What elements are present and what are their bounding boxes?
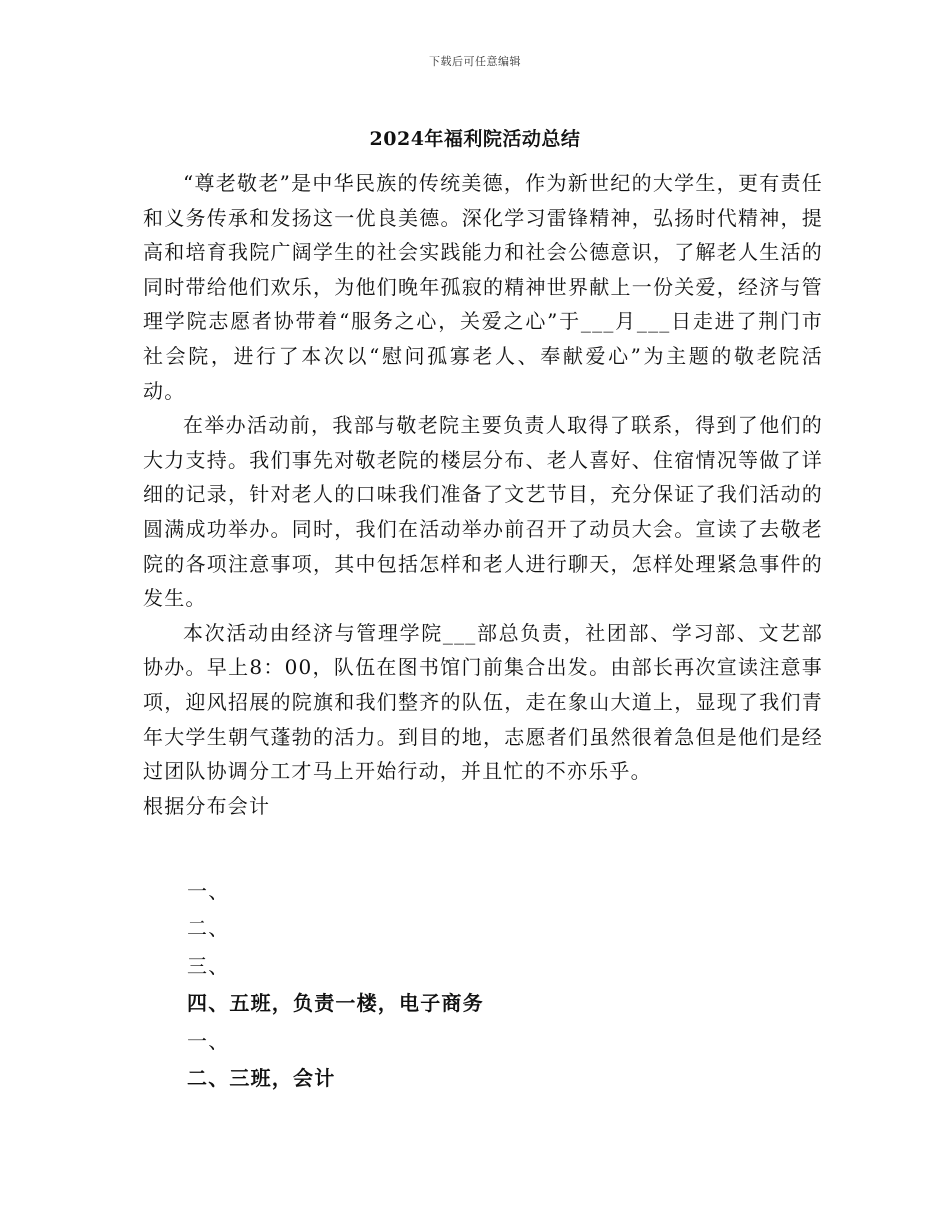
document-title: 2024年福利院活动总结 bbox=[369, 128, 581, 150]
header-note: 下载后可任意编辑 bbox=[429, 55, 521, 68]
list-item: 一、 bbox=[187, 1028, 230, 1053]
list-item: 一、 bbox=[187, 879, 230, 903]
assignment-list bbox=[187, 873, 807, 1097]
document-body bbox=[143, 166, 823, 823]
list-item: 三、 bbox=[187, 953, 230, 978]
paragraph-activity: 本次活动由经济与管理学院___部总负责，社团部、学习部、文艺部协办。早上8：00，队伍在图书馆门前集合出发。由部长再次宣读注意事项，迎风招展的院旗和我们整齐的队伍，走在象山大道上，显现了我们青年大学生朝气蓬勃的活力。到目的地，志愿者们虽然很着急但是他们是经过团队协调分工才马上开始行动，并且忙的不亦乐乎。 bbox=[143, 620, 823, 784]
list-item: 二、三班，会计 bbox=[187, 1065, 336, 1090]
paragraph-intro: “尊老敬老”是中华民族的传统美德，作为新世纪的大学生，更有责任和义务传承和发扬这一优良美德。深化学习雷锋精神，弘扬时代精神，提高和培育我院广阔学生的社会实践能力和社会公德意识，了解老人生活的同时带给他们欢乐，为他们晚年孤寂的精神世界献上一份关爱，经济与管理学院志愿者协带着“服务之心，关爱之心”于___月___日走进了荆门市社会院，进行了本次以“慰问孤寡老人、奉献爱心”为主题的敬老院活动。 bbox=[143, 171, 823, 403]
list-item: 二、 bbox=[187, 916, 230, 941]
list-item: 四、五班，负责一楼，电子商务 bbox=[187, 991, 484, 1016]
paragraph-distribution: 根据分布会计 bbox=[143, 793, 271, 818]
paragraph-preparation: 在举办活动前，我部与敬老院主要负责人取得了联系，得到了他们的大力支持。我们事先对敬老院的楼层分布、老人喜好、住宿情况等做了详细的记录，针对老人的口味我们准备了文艺节目，充分保证了我们活动的圆满成功举办。同时，我们在活动举办前召开了动员大会。宣读了去敬老院的各项注意事项，其中包括怎样和老人进行聊天，怎样处理紧急事件的发生。 bbox=[143, 413, 823, 611]
